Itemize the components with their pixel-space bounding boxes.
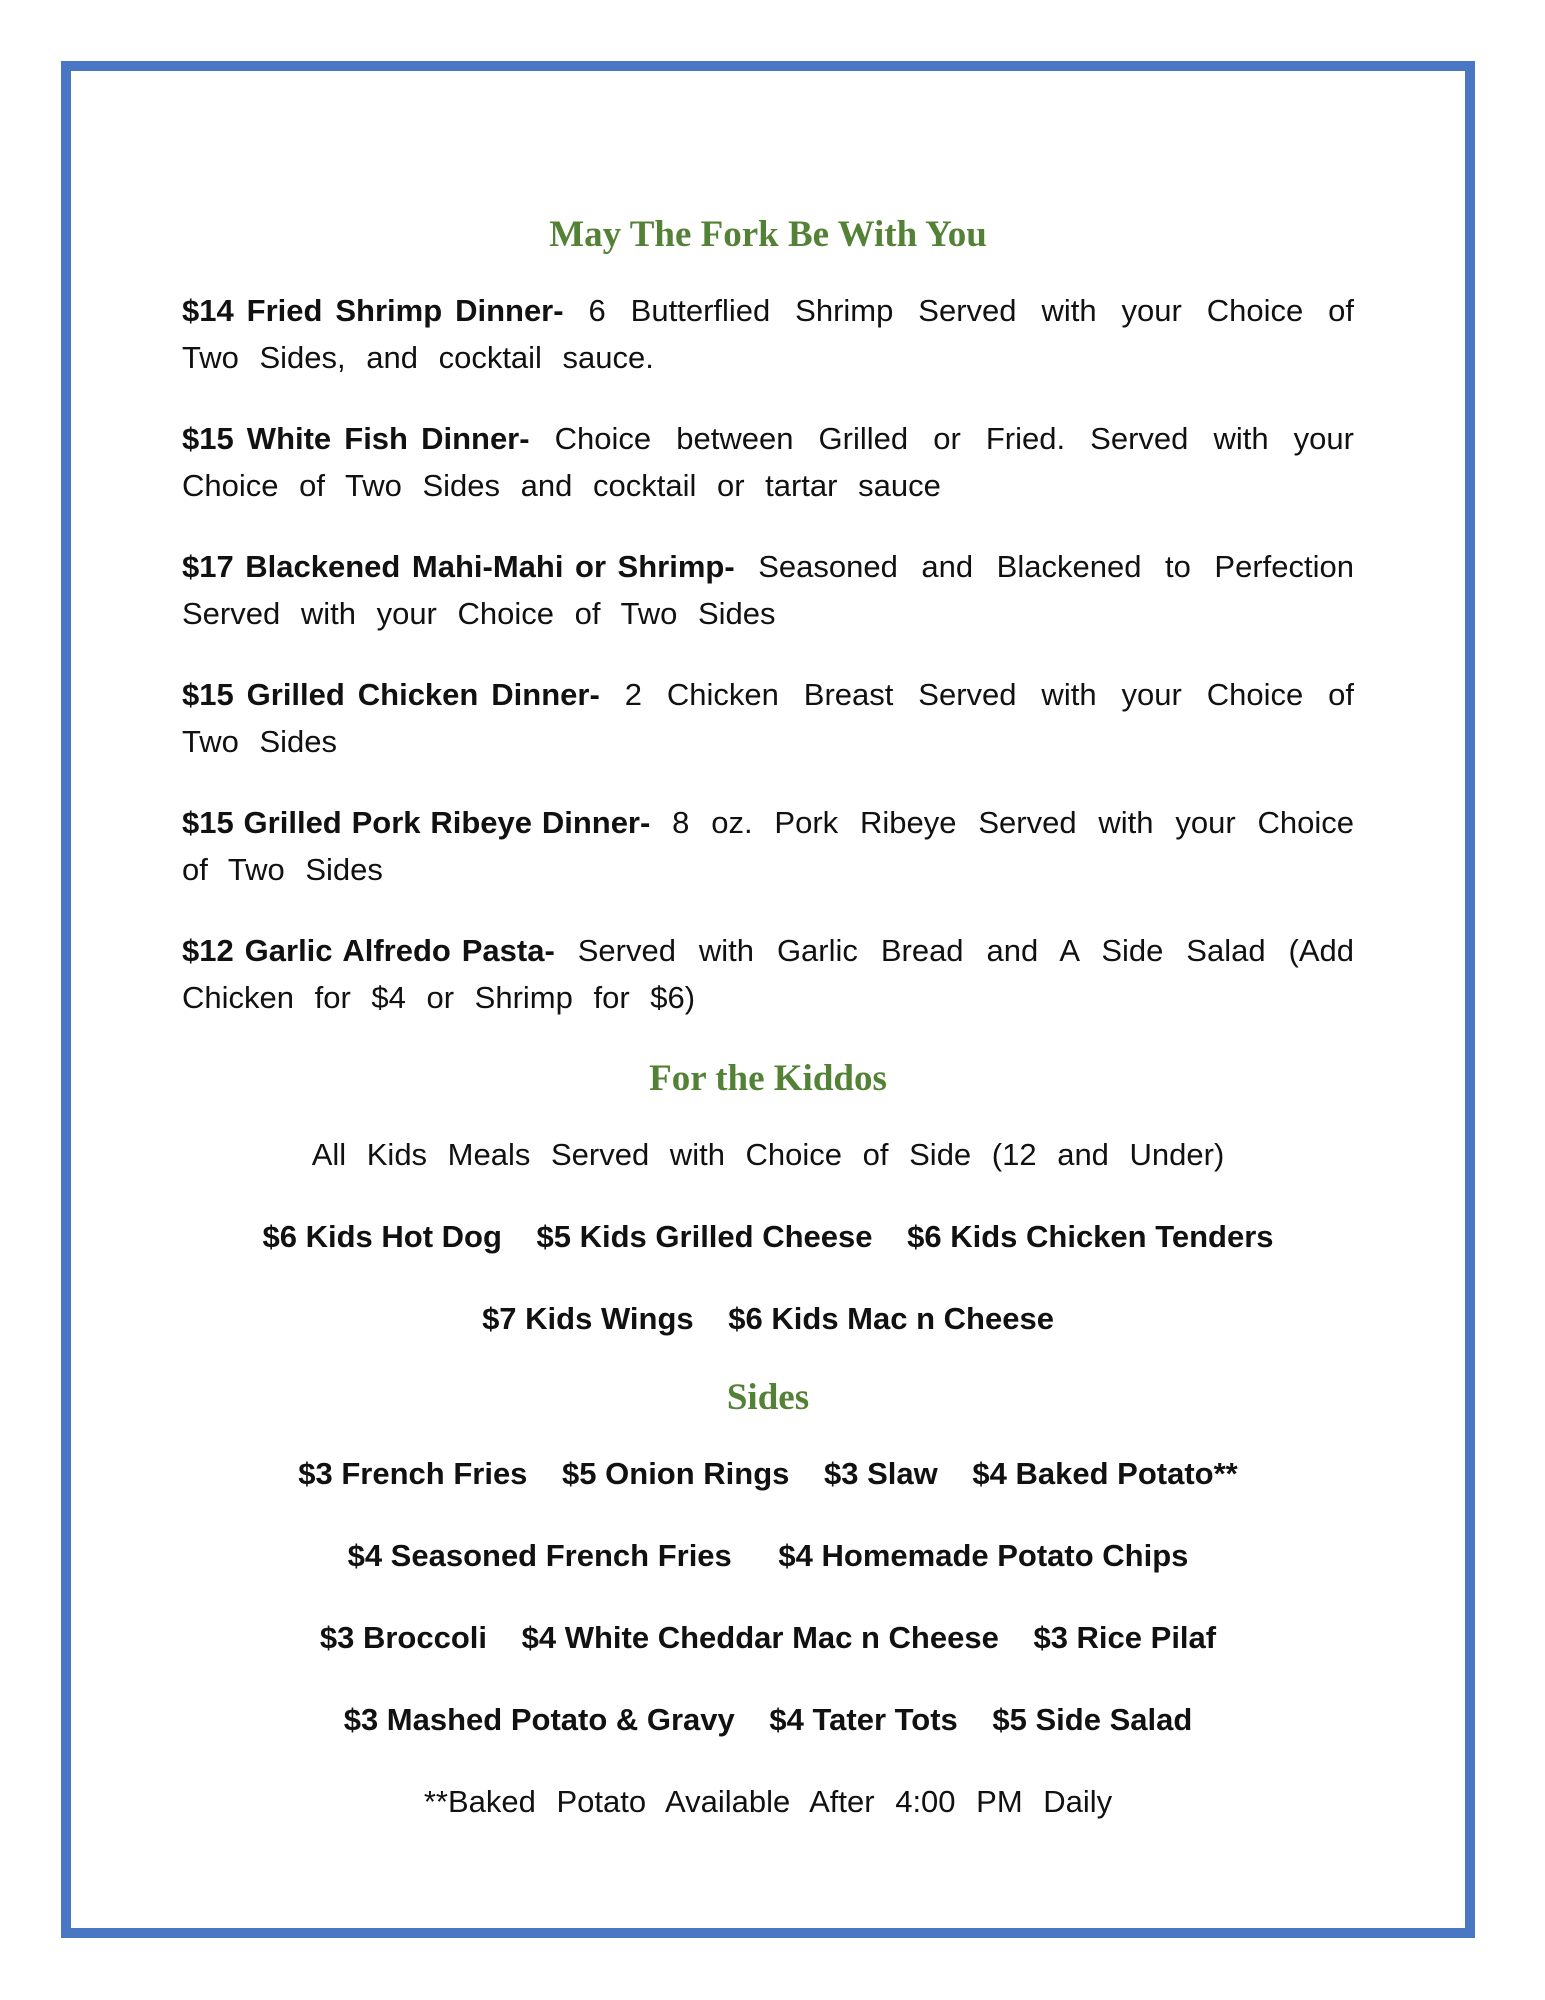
item-name: $14 Fried Shrimp Dinner- — [182, 293, 564, 328]
side-item: $3 Rice Pilaf — [1033, 1620, 1217, 1655]
side-item: $3 French Fries — [298, 1456, 528, 1491]
menu-item-fried-shrimp — [182, 287, 1354, 381]
kids-row-1 — [182, 1213, 1354, 1260]
item-desc: Choice between Grilled or Fried. Served with your Choice of Two Sides and cocktail or tartar sauce — [182, 421, 1354, 503]
side-item: $4 Seasoned French Fries — [347, 1538, 732, 1573]
sides-row-3 — [182, 1614, 1354, 1661]
sides-row-2 — [182, 1532, 1354, 1579]
menu-item-blackened-mahi — [182, 543, 1354, 637]
kids-item: $7 Kids Wings — [482, 1301, 694, 1336]
kids-note: All Kids Meals Served with Choice of Side (12 and Under) — [311, 1137, 1225, 1172]
sides-row-1 — [182, 1450, 1354, 1497]
side-item: $5 Side Salad — [992, 1702, 1193, 1737]
item-desc: Seasoned and Blackened to Perfection Served with your Choice of Two Sides — [182, 549, 1354, 631]
item-desc: 6 Butterflied Shrimp Served with your Choice of Two Sides, and cocktail sauce. — [182, 293, 1354, 375]
side-item: $4 Baked Potato** — [972, 1456, 1238, 1491]
kids-item: $5 Kids Grilled Cheese — [536, 1219, 873, 1254]
side-item: $4 White Cheddar Mac n Cheese — [521, 1620, 999, 1655]
sides-footnote: **Baked Potato Available After 4:00 PM Daily — [423, 1784, 1113, 1819]
menu-item-alfredo-pasta — [182, 927, 1354, 1021]
menu-item-pork-ribeye — [182, 799, 1354, 893]
item-name: $15 Grilled Chicken Dinner- — [182, 677, 600, 712]
side-item: $5 Onion Rings — [562, 1456, 790, 1491]
item-desc: 8 oz. Pork Ribeye Served with your Choice of Two Sides — [182, 805, 1354, 887]
side-item: $4 Homemade Potato Chips — [778, 1538, 1189, 1573]
item-desc: 2 Chicken Breast Served with your Choice of Two Sides — [182, 677, 1354, 759]
menu-item-grilled-chicken — [182, 671, 1354, 765]
item-name: $15 White Fish Dinner- — [182, 421, 530, 456]
kids-item: $6 Kids Chicken Tenders — [907, 1219, 1274, 1254]
section-title-kids: For the Kiddos — [649, 1058, 887, 1099]
section-title-sides: Sides — [726, 1377, 810, 1418]
side-item: $4 Tater Tots — [769, 1702, 958, 1737]
section-title-main: May The Fork Be With You — [549, 214, 987, 255]
sides-row-4 — [182, 1696, 1354, 1743]
side-item: $3 Broccoli — [319, 1620, 488, 1655]
item-name: $12 Garlic Alfredo Pasta- — [182, 933, 555, 968]
item-name: $15 Grilled Pork Ribeye Dinner- — [182, 805, 651, 840]
side-item: $3 Slaw — [824, 1456, 938, 1491]
item-name: $17 Blackened Mahi-Mahi or Shrimp- — [182, 549, 735, 584]
kids-item: $6 Kids Hot Dog — [262, 1219, 502, 1254]
kids-item: $6 Kids Mac n Cheese — [728, 1301, 1054, 1336]
menu-item-white-fish — [182, 415, 1354, 509]
kids-row-2 — [182, 1295, 1354, 1342]
item-desc: Served with Garlic Bread and A Side Salad (Add Chicken for $4 or Shrimp for $6) — [182, 933, 1354, 1015]
menu-content — [182, 205, 1354, 1825]
side-item: $3 Mashed Potato & Gravy — [343, 1702, 735, 1737]
